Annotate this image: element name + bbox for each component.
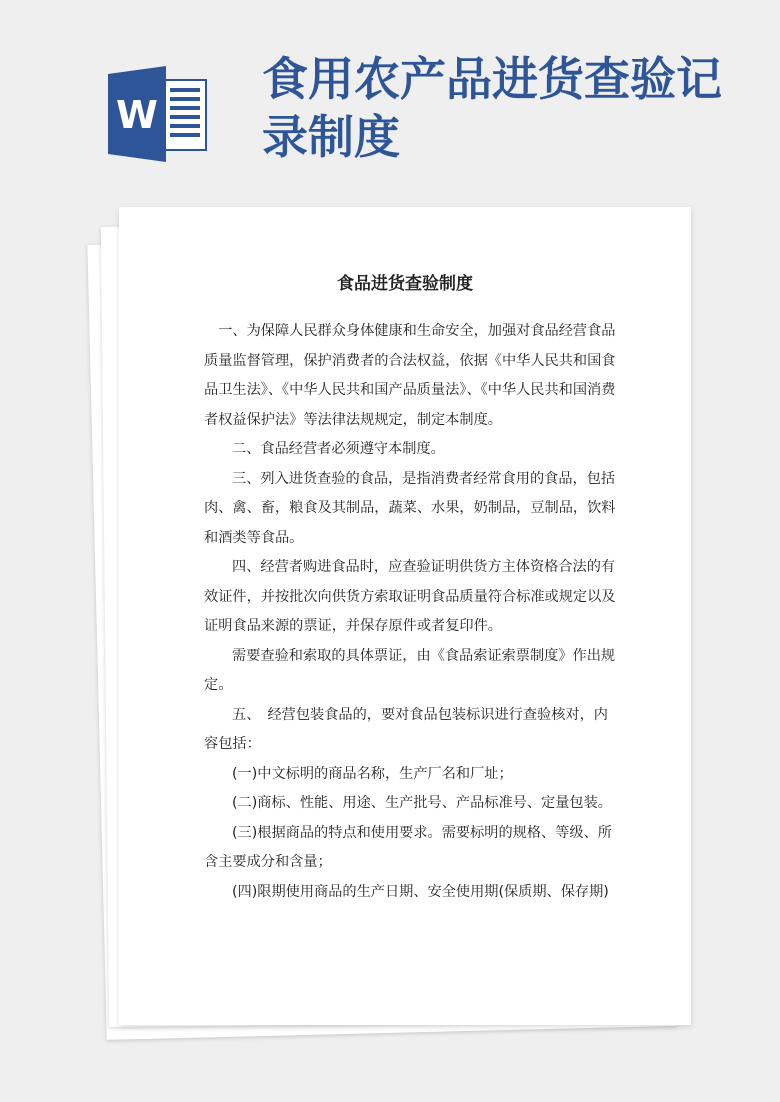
document-page [119, 207, 691, 1025]
paragraph-4: 四、经营者购进食品时，应查验证明供货方主体资格合法的有效证件，并按批次向供货方索取证明食品质量符合标准或规定以及证明食品来源的票证，并保存原件或者复印件。 [204, 559, 616, 634]
paragraph-6: 五、 经营包装食品的，要对食品包装标识进行查验核对，内容包括： [204, 706, 608, 752]
document-title: 食品进货查验制度 [337, 274, 473, 294]
paragraph-7: (一)中文标明的商品名称，生产厂名和厂址； [232, 765, 513, 782]
word-icon-letter: W [116, 93, 158, 137]
paragraph-9: (三)根据商品的特点和使用要求。需要标明的规格、等级、所含主要成分和含量； [204, 824, 612, 870]
document-body [204, 317, 622, 907]
paragraph-1: 一、为保障人民群众身体健康和生命安全，加强对食品经营食品质量监督管理，保护消费者的合法权益，依据《中华人民共和国食品卫生法》、《中华人民共和国产品质量法》、《中华人民共和国消费者权益保护法》等法律法规规定，制定本制度。 [204, 323, 616, 428]
word-icon [108, 66, 208, 162]
paragraph-10: (四)限期使用商品的生产日期、安全使用期(保质期、保存期) [232, 883, 609, 900]
paragraph-3: 三、列入进货查验的食品，是指消费者经常食用的食品，包括肉、禽、畜，粮食及其制品，蔬菜、水果，奶制品，豆制品，饮料和酒类等食品。 [204, 470, 616, 546]
paragraph-8: (二)商标、性能、用途、生产批号、产品标准号、定量包装。 [232, 795, 612, 811]
paragraph-2: 二、食品经营者必须遵守本制度。 [232, 441, 445, 457]
banner-title: 食用农产品进货查验记录制度 [262, 52, 722, 164]
paragraph-5: 需要查验和索取的具体票证，由《食品索证索票制度》作出规定。 [204, 647, 616, 693]
